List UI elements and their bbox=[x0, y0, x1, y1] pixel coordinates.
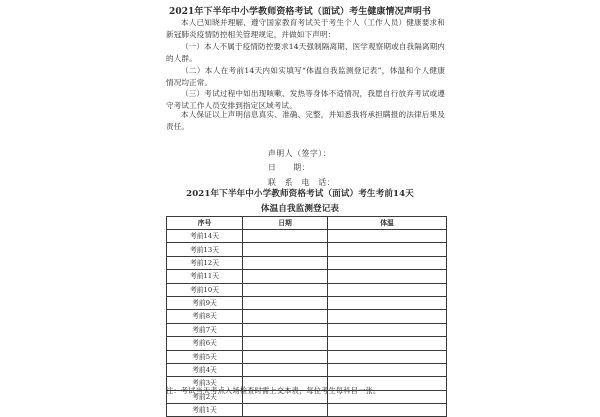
row-label: 考前4天 bbox=[167, 363, 243, 376]
date-cell[interactable] bbox=[243, 256, 328, 269]
row-label: 考前1天 bbox=[167, 404, 243, 417]
header-temperature: 体温 bbox=[328, 217, 447, 230]
table-row bbox=[167, 230, 447, 243]
table-row bbox=[167, 243, 447, 256]
table-row bbox=[167, 296, 447, 309]
date-cell[interactable] bbox=[243, 283, 328, 296]
date-cell[interactable] bbox=[243, 363, 328, 376]
date-cell[interactable] bbox=[243, 270, 328, 283]
row-label: 考前6天 bbox=[167, 337, 243, 350]
row-label: 考前12天 bbox=[167, 256, 243, 269]
temperature-cell[interactable] bbox=[328, 296, 447, 309]
date-cell[interactable] bbox=[243, 230, 328, 243]
table-row bbox=[167, 350, 447, 363]
row-label: 考前14天 bbox=[167, 230, 243, 243]
date-cell[interactable] bbox=[243, 404, 328, 417]
table-header-row bbox=[167, 217, 447, 230]
clause-two: （二）本人在考前14天内如实填写“体温自我监测登记表”，体温和个人健康情况均正常。 bbox=[166, 66, 445, 87]
table-row bbox=[167, 256, 447, 269]
header-index: 序号 bbox=[167, 217, 243, 230]
intro-paragraph: 本人已知晓并理解、遵守国家教育考试关于考生个人（工作人员）健康要求和新冠肺炎疫情防控相关管理规定，并做如下声明： bbox=[166, 18, 445, 39]
row-label: 考前10天 bbox=[167, 283, 243, 296]
table-row bbox=[167, 310, 447, 323]
table-row bbox=[167, 363, 447, 376]
footnote: 注：考试当天考点入场检查时需上交本表，每位考生每科目一张。 bbox=[166, 386, 381, 395]
temperature-cell[interactable] bbox=[328, 310, 447, 323]
row-label: 考前13天 bbox=[167, 243, 243, 256]
signature-phone-label: 联 系 电 话： bbox=[268, 178, 336, 187]
table-row bbox=[167, 323, 447, 336]
row-label: 考前3天 bbox=[167, 377, 243, 390]
temperature-cell[interactable] bbox=[328, 270, 447, 283]
temperature-cell[interactable] bbox=[328, 283, 447, 296]
header-date: 日期 bbox=[243, 217, 328, 230]
clause-one: （一）本人不属于疫情防控要求14天强制隔离期、医学观察期或自我隔离期内的人群。 bbox=[166, 42, 445, 63]
date-cell[interactable] bbox=[243, 323, 328, 336]
temperature-cell[interactable] bbox=[328, 350, 447, 363]
date-cell[interactable] bbox=[243, 337, 328, 350]
date-cell[interactable] bbox=[243, 243, 328, 256]
temperature-cell[interactable] bbox=[328, 323, 447, 336]
temperature-cell[interactable] bbox=[328, 230, 447, 243]
row-label: 考前11天 bbox=[167, 270, 243, 283]
table-row bbox=[167, 337, 447, 350]
temperature-cell[interactable] bbox=[328, 337, 447, 350]
row-label: 考前8天 bbox=[167, 310, 243, 323]
row-label: 考前9天 bbox=[167, 296, 243, 309]
date-cell[interactable] bbox=[243, 310, 328, 323]
date-cell[interactable] bbox=[243, 296, 328, 309]
temperature-cell[interactable] bbox=[328, 243, 447, 256]
table-title-line-2: 体温自我监测登记表 bbox=[260, 204, 340, 214]
document-title: 2021年下半年中小学教师资格考试（面试）考生健康情况声明书 bbox=[168, 7, 432, 17]
row-label: 考前2天 bbox=[167, 390, 243, 403]
guarantee-paragraph: 本人保证以上声明信息真实、准确、完整，并知悉我将承担瞒报的法律后果及责任。 bbox=[166, 110, 445, 131]
temperature-cell[interactable] bbox=[328, 404, 447, 417]
temperature-cell[interactable] bbox=[328, 363, 447, 376]
signature-name-label: 声明人（签字）： bbox=[268, 149, 332, 158]
temperature-cell[interactable] bbox=[328, 256, 447, 269]
table-title-line-1: 2021年下半年中小学教师资格考试（面试）考生考前14天 bbox=[186, 189, 414, 199]
table-row bbox=[167, 270, 447, 283]
table-row bbox=[167, 404, 447, 417]
signature-date-label: 日 期： bbox=[268, 163, 310, 172]
table-row bbox=[167, 283, 447, 296]
row-label: 考前7天 bbox=[167, 323, 243, 336]
clause-three: （三）考试过程中如出现咳嗽、发热等身体不适情况，我愿自行放弃考试或遵守考试工作人员安排到指定区域考试。 bbox=[166, 89, 445, 110]
row-label: 考前5天 bbox=[167, 350, 243, 363]
date-cell[interactable] bbox=[243, 350, 328, 363]
